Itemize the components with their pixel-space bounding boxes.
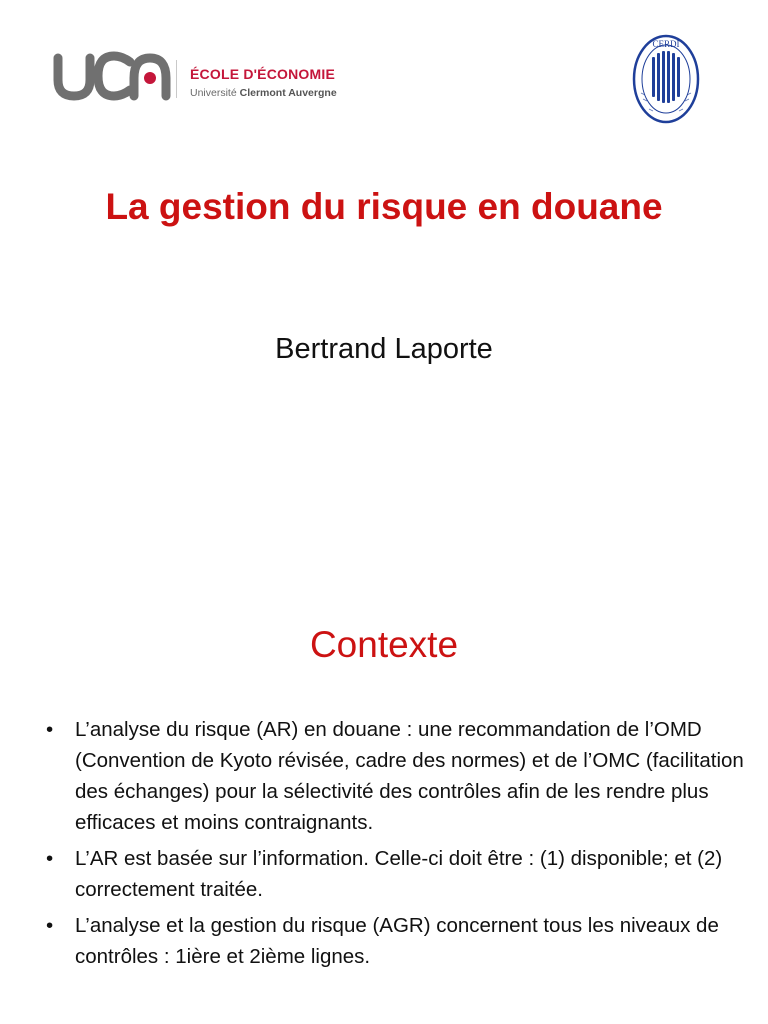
author-name: Bertrand Laporte [275, 333, 493, 365]
bullet-list [46, 714, 746, 977]
cerdi-logo [631, 33, 701, 125]
bullet-item: • L’analyse du risque (AR) en douane : une recommandation de l’OMD (Convention de Kyoto révisée, cadre des normes) et de l’OMC (facilitation des échanges) pour la sélectivité des contrôles afin de les rendre plus efficaces et moins contraignants. [46, 714, 746, 838]
logo-divider [176, 60, 177, 98]
cerdi-logo-text: CERDI [652, 39, 680, 49]
section-heading: Contexte [309, 624, 459, 665]
university-bold: Clermont Auvergne [239, 87, 337, 99]
university-name [190, 87, 337, 99]
ecole-title: ÉCOLE D'ÉCONOMIE [190, 66, 335, 82]
university-prefix: Université [190, 87, 240, 99]
bullet-item: • L’analyse et la gestion du risque (AGR) concernent tous les niveaux de contrôles : 1ière et 2ième lignes. [46, 910, 746, 972]
uca-logo [52, 50, 172, 102]
contexte-slide [0, 598, 768, 1024]
presentation-title: La gestion du risque en douane [105, 186, 663, 227]
bullet-item: • L’AR est basée sur l’information. Celle-ci doit être : (1) disponible; et (2) correctement traitée. [46, 843, 746, 905]
